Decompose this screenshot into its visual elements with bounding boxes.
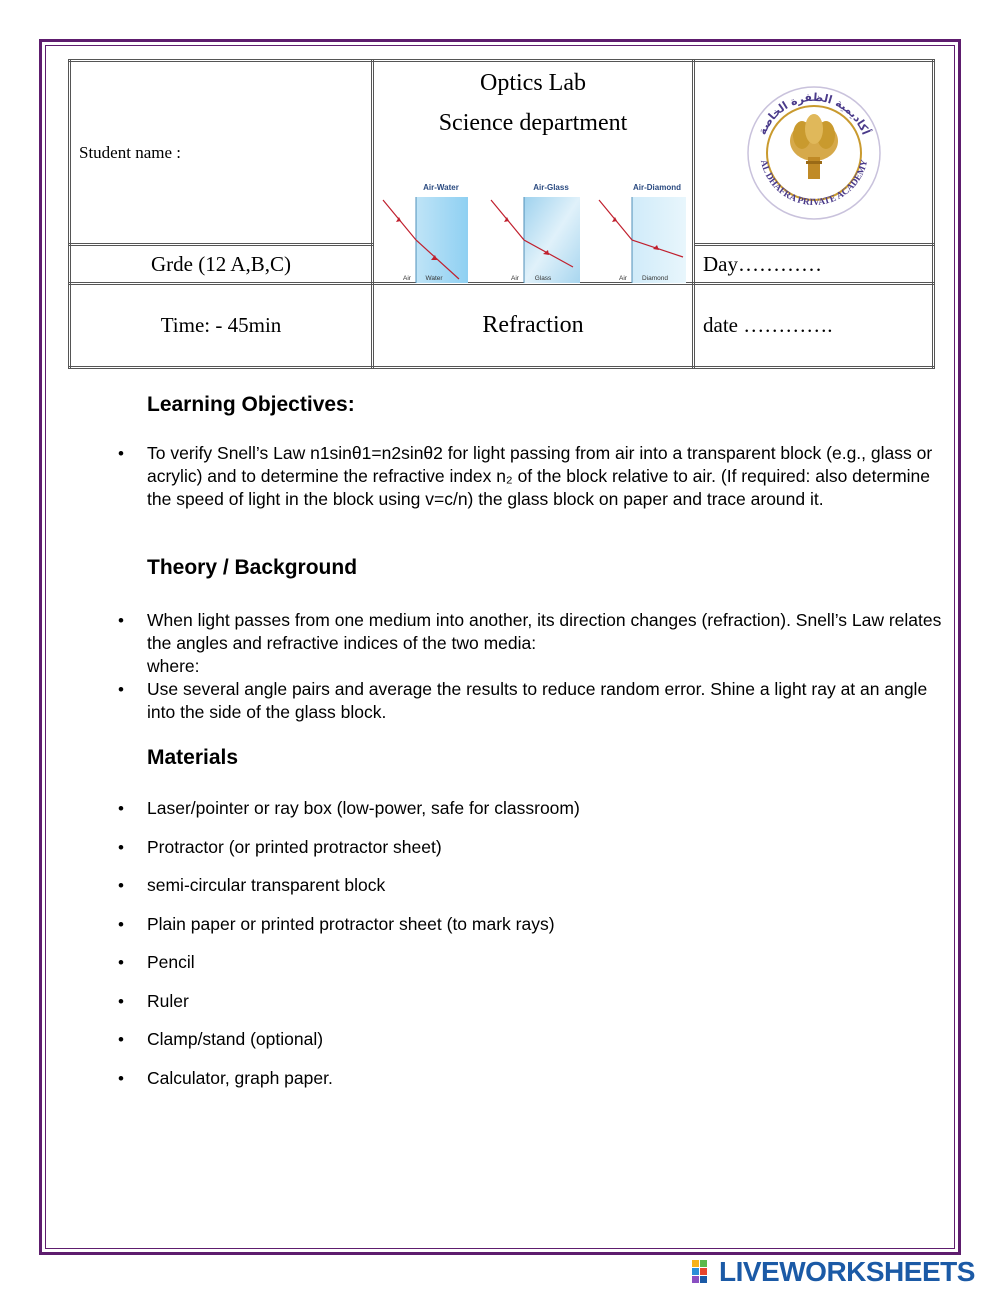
list-item: • semi-circular transparent block (147, 874, 947, 897)
label-glass: Glass (534, 275, 552, 282)
liveworksheets-watermark[interactable] (692, 1258, 975, 1286)
liveworksheets-logo-icon (692, 1260, 716, 1284)
title-line-1: Optics Lab (480, 70, 586, 96)
date-cell[interactable] (694, 284, 934, 368)
theory-heading: Theory / Background (147, 556, 358, 579)
student-name-label: Student name : (79, 142, 181, 162)
materials-list (147, 797, 947, 1105)
objectives-heading: Learning Objectives: (147, 393, 355, 416)
logo-english-text: AL DHAFRA PRIVATE ACADEMY (757, 158, 870, 208)
panel-title-air-water: Air-Water (423, 183, 459, 192)
academy-logo (744, 83, 884, 223)
list-item: • Calculator, graph paper. (147, 1067, 947, 1090)
glass-block (524, 197, 580, 283)
title-cell (373, 61, 694, 284)
header-table (68, 59, 935, 369)
theory-list (147, 609, 947, 724)
diamond-block (632, 197, 686, 283)
list-item: • Use several angle pairs and average the results to reduce random error. Shine a light ray at an angle into the side of the glass block. (147, 678, 947, 724)
title-line-2: Science department (438, 110, 628, 136)
date-label: date …………. (703, 313, 833, 337)
materials-heading: Materials (147, 746, 239, 769)
time-cell (70, 284, 373, 368)
label-air: Air (511, 275, 519, 282)
list-item: • When light passes from one medium into another, its direction changes (refraction). Snell’s Law relates the angles and refractive indices of the two media: where: (147, 609, 947, 678)
list-item: • Laser/pointer or ray box (low-power, safe for classroom) (147, 797, 947, 820)
day-label: Day………… (703, 251, 822, 276)
list-item: • Ruler (147, 990, 947, 1013)
label-air: Air (403, 275, 411, 282)
list-item: • Protractor (or printed protractor sheet) (147, 836, 947, 859)
topic-title: Refraction (482, 312, 584, 338)
wheat-icon (790, 114, 838, 179)
topic-cell (373, 284, 694, 368)
logo-cell (694, 61, 934, 245)
liveworksheets-text: LIVEWORKSHEETS (719, 1256, 975, 1287)
logo-arabic-text: أكاديمية الظفرة الخاصة (755, 90, 872, 137)
list-item: • Pencil (147, 951, 947, 974)
time-label: Time: - 45min (160, 313, 282, 337)
student-name-cell[interactable] (70, 61, 373, 245)
water-block (416, 197, 468, 283)
panel-title-air-glass: Air-Glass (533, 183, 569, 192)
panel-title-air-diamond: Air-Diamond (633, 183, 681, 192)
list-item: • Plain paper or printed protractor sheet (to mark rays) (147, 913, 947, 936)
label-diamond: Diamond (641, 275, 669, 282)
label-water: Water (425, 275, 443, 282)
objectives-list (147, 442, 947, 511)
list-item: • Clamp/stand (optional) (147, 1028, 947, 1051)
label-air: Air (619, 275, 627, 282)
list-item: • To verify Snell’s Law n1sinθ1=n2sinθ2 for light passing from air into a transparent block (e.g., glass or acrylic) and to determine the refractive index n₂ of the block relative to air. (If required: also determine the speed of light in the block using v=c/n) the glass block on paper and trace around it. (147, 442, 947, 511)
day-cell[interactable] (694, 245, 934, 284)
where-text: where: (147, 656, 200, 676)
refraction-diagram (379, 179, 691, 283)
grade-label: Grde (12 A,B,C) (151, 251, 291, 276)
grade-cell (70, 245, 373, 284)
